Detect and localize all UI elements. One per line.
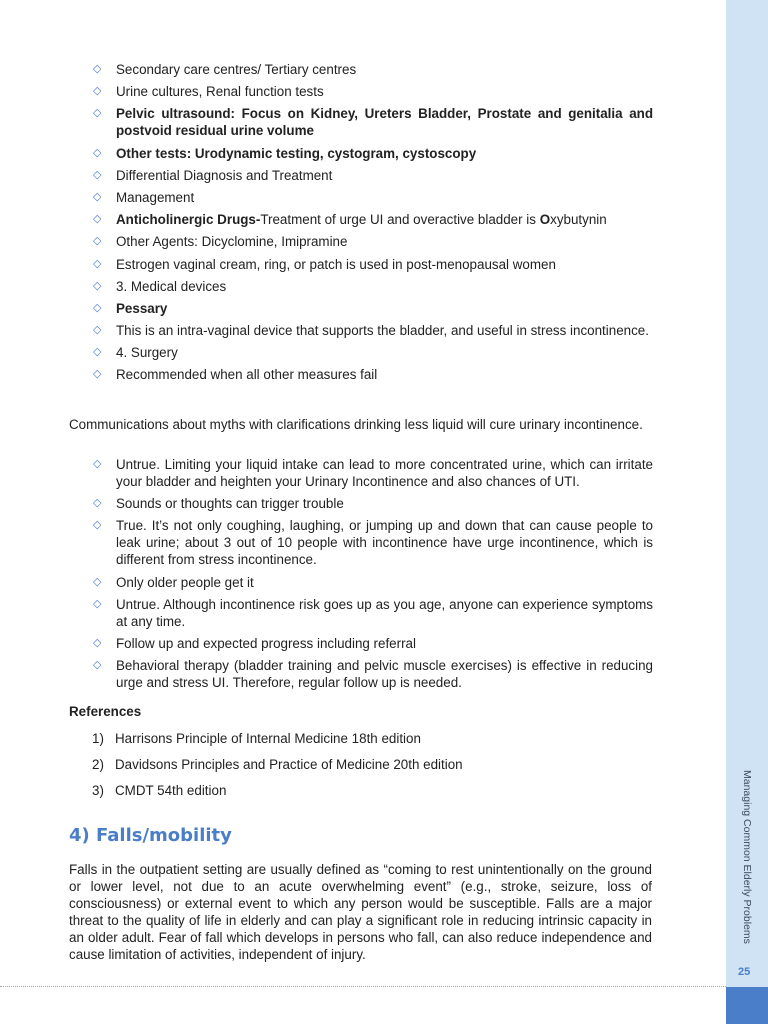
list-item: ◇ Untrue. Although incontinence risk goes up as you age, anyone can experience symptoms at any time.	[93, 596, 653, 629]
list-item: ◇ Secondary care centres/ Tertiary centres	[93, 62, 357, 77]
page-number: 25	[738, 966, 751, 978]
list-item: ◇ Recommended when all other measures fail	[93, 367, 378, 383]
list-item: ◇ Differential Diagnosis and Treatment	[93, 167, 333, 183]
reference-item: 3) CMDT 54th edition	[92, 783, 227, 798]
diamond-bullet-icon: ◇	[93, 63, 102, 75]
falls-paragraph: Falls in the outpatient setting are usually defined as “coming to rest unintentionally on the ground or lower level, not due to an acute overwhelming event” (e.g., stroke, seizure, loss of consciousness) or external event to which any person would be susceptible. Falls are a major threat to the quality of life in elderly and can play a significant role in reducing intrinsic capacity in an older adult. Fear of fall which develops in persons who fall, can also reduce independence and cause limitation of activities, independent of injury.	[69, 862, 652, 962]
sidebar-footer-block	[726, 987, 768, 1024]
list-item: ◇ Behavioral therapy (bladder training and pelvic muscle exercises) is effective in reducing urge and stress UI. Therefore, regular follow up is needed.	[93, 658, 653, 691]
diamond-bullet-icon: ◇	[93, 659, 102, 672]
diamond-bullet-icon: ◇	[93, 636, 102, 649]
list-item: ◇ 4. Surgery	[93, 345, 178, 361]
references-heading: References	[69, 704, 142, 719]
diamond-bullet-icon: ◇	[93, 458, 102, 470]
diamond-bullet-icon: ◇	[93, 213, 102, 226]
diamond-bullet-icon: ◇	[93, 257, 102, 270]
diamond-bullet-icon: ◇	[93, 597, 102, 610]
diamond-bullet-icon: ◇	[93, 575, 102, 588]
footer-divider	[0, 986, 726, 987]
list-item: ◇ Follow up and expected progress including referral	[93, 635, 416, 651]
diamond-bullet-icon: ◇	[93, 301, 102, 314]
list-item: ◇ 3. Medical devices	[93, 278, 227, 294]
reference-item: 2) Davidsons Principles and Practice of Medicine 20th edition	[92, 757, 463, 772]
section-heading-falls: 4) Falls/mobility	[69, 825, 232, 846]
list-item: ◇ Anticholinergic Drugs-Treatment of urge UI and overactive bladder is Oxybutynin	[93, 212, 607, 228]
list-item: ◇ Only older people get it	[93, 574, 254, 590]
list-item: ◇ Urine cultures, Renal function tests	[93, 84, 324, 100]
bullet-list-management	[93, 61, 653, 389]
reference-item: 1) Harrisons Principle of Internal Medicine 18th edition	[92, 731, 421, 746]
diamond-bullet-icon: ◇	[93, 497, 102, 510]
references-list	[69, 730, 652, 808]
list-item: ◇ Management	[93, 189, 195, 205]
list-item: ◇ Sounds or thoughts can trigger trouble	[93, 496, 344, 512]
list-item: ◇ Pessary	[93, 300, 168, 316]
list-item: ◇ Untrue. Limiting your liquid intake can lead to more concentrated urine, which can irritate your bladder and heighten your Urinary Incontinence and also chances of UTI.	[93, 457, 653, 489]
diamond-bullet-icon: ◇	[93, 279, 102, 292]
diamond-bullet-icon: ◇	[93, 85, 102, 98]
diamond-bullet-icon: ◇	[93, 346, 102, 359]
list-item: ◇ Pelvic ultrasound: Focus on Kidney, Ureters Bladder, Prostate and genitalia and postvoid residual urine volume	[93, 106, 653, 139]
list-item: ◇ Estrogen vaginal cream, ring, or patch is used in post-menopausal women	[93, 256, 556, 272]
diamond-bullet-icon: ◇	[93, 368, 102, 381]
sidebar-chapter-title: Managing Common Elderly Problems	[741, 770, 753, 944]
list-item: ◇ True. It’s not only coughing, laughing, or jumping up and down that can cause people to leak urine; about 3 out of 10 people with incontinence have urge incontinence, which is different from stress incontinence.	[93, 518, 653, 568]
list-item: ◇ Other Agents: Dicyclomine, Imipramine	[93, 234, 348, 250]
diamond-bullet-icon: ◇	[93, 235, 102, 248]
bullet-list-myths	[93, 456, 653, 696]
diamond-bullet-icon: ◇	[93, 146, 102, 159]
diamond-bullet-icon: ◇	[93, 107, 102, 120]
list-item: ◇ This is an intra-vaginal device that supports the bladder, and useful in stress incontinence.	[93, 323, 649, 339]
diamond-bullet-icon: ◇	[93, 519, 102, 532]
communications-paragraph: Communications about myths with clarifications drinking less liquid will cure urinary incontinence.	[69, 417, 643, 432]
diamond-bullet-icon: ◇	[93, 324, 102, 337]
diamond-bullet-icon: ◇	[93, 168, 102, 181]
diamond-bullet-icon: ◇	[93, 190, 102, 203]
list-item: ◇ Other tests: Urodynamic testing, cystogram, cystoscopy	[93, 145, 477, 161]
